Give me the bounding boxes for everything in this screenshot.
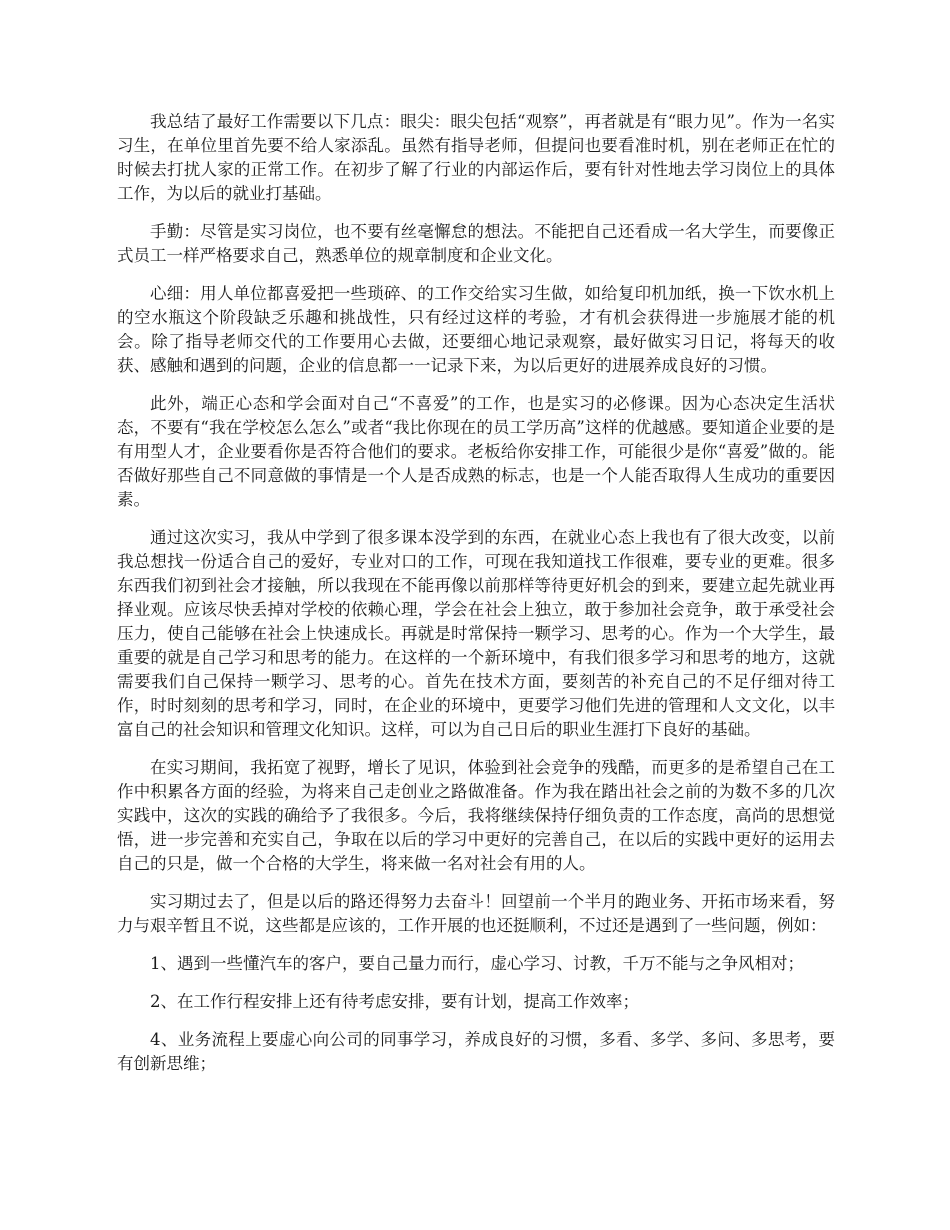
paragraph-problems-intro: 实习期过去了，但是以后的路还得努力去奋斗！回望前一个半月的跑业务、开拓市场来看，努力与艰辛暂且不说，这些都是应该的，工作开展的也还挺顺利，不过还是遇到了一些问题，例如： <box>117 892 835 935</box>
list-item-1: 1、遇到一些懂汽车的客户，要自己量力而行，虚心学习、讨教，千万不能与之争风相对； <box>150 954 804 973</box>
paragraph-attitude: 此外，端正心态和学会面对自己“不喜爱”的工作，也是实习的必修课。因为心态决定生活状态，不要有“我在学校怎么怎么”或者“我比你现在的员工学历高”这样的优越感。要知道企业要的是有用型人才，企业要看你是否符合他们的要求。老板给你安排工作，可能很少是你“喜爱”做的。能否做好那些自己不同意做的事情是一个人是否成熟的标志，也是一个人能否取得人生成功的重要因素。 <box>117 394 835 509</box>
document-page <box>117 110 835 1090</box>
list-item-4: 4、业务流程上要虚心向公司的同事学习，养成良好的习惯，多看、多学、多问、多思考，要有创新思维； <box>117 1030 835 1073</box>
paragraph-lessons: 通过这次实习，我从中学到了很多课本没学到的东西，在就业心态上我也有了很大改变，以前我总想找一份适合自己的爱好，专业对口的工作，可现在我知道找工作很难，要专业的更难。很多东西我们初到社会才接触，所以我现在不能再像以前那样等待更好机会的到来，要建立起先就业再择业观。应该尽快丢掉对学校的依赖心理，学会在社会上独立，敢于参加社会竞争，敢于承受社会压力，使自己能够在社会上快速成长。再就是时常保持一颗学习、思考的心。作为一个大学生，最重要的就是自己学习和思考的能力。在这样的一个新环境中，有我们很多学习和思考的地方，这就需要我们自己保持一颗学习、思考的心。首先在技术方面，要刻苦的补充自己的不足仔细对待工作，时时刻刻的思考和学习，同时，在企业的环境中，更要学习他们先进的管理和人文文化，以丰富自己的社会知识和管理文化知识。这样，可以为自己日后的职业生涯打下良好的基础。 <box>117 528 835 739</box>
paragraph-diligence: 手勤：尽管是实习岗位，也不要有丝毫懈怠的想法。不能把自己还看成一名大学生，而要像正式员工一样严格要求自己，熟悉单位的规章制度和企业文化。 <box>117 222 835 265</box>
paragraph-internship-period: 在实习期间，我拓宽了视野，增长了见识，体验到社会竞争的残酷，而更多的是希望自己在工作中积累各方面的经验，为将来自己走创业之路做准备。作为我在踏出社会之前的为数不多的几次实践中，这次的实践的确给予了我很多。今后，我将继续保持仔细负责的工作态度，高尚的思想觉悟，进一步完善和充实自己，争取在以后的学习中更好的完善自己，在以后的实践中更好的运用去自己的只是，做一个合格的大学生，将来做一名对社会有用的人。 <box>117 758 835 873</box>
paragraph-observation: 我总结了最好工作需要以下几点：眼尖：眼尖包括“观察”，再者就是有“眼力见”。作为一名实习生，在单位里首先要不给人家添乱。虽然有指导老师，但提问也要看准时机，别在老师正在忙的时候去打扰人家的正常工作。在初步了解了行业的内部运作后，要有针对性地去学习岗位上的具体工作，为以后的就业打基础。 <box>117 112 835 203</box>
list-item-2: 2、在工作行程安排上还有待考虑安排，要有计划，提高工作效率； <box>150 992 639 1011</box>
paragraph-carefulness: 心细：用人单位都喜爱把一些琐碎、的工作交给实习生做，如给复印机加纸，换一下饮水机上的空水瓶这个阶段缺乏乐趣和挑战性，只有经过这样的考验，才有机会获得进一步施展才能的机会。除了指导老师交代的工作要用心去做，还要细心地记录观察，最好做实习日记，将每天的收获、感触和遇到的问题，企业的信息都一一记录下来，为以后更好的进展养成良好的习惯。 <box>117 284 835 375</box>
